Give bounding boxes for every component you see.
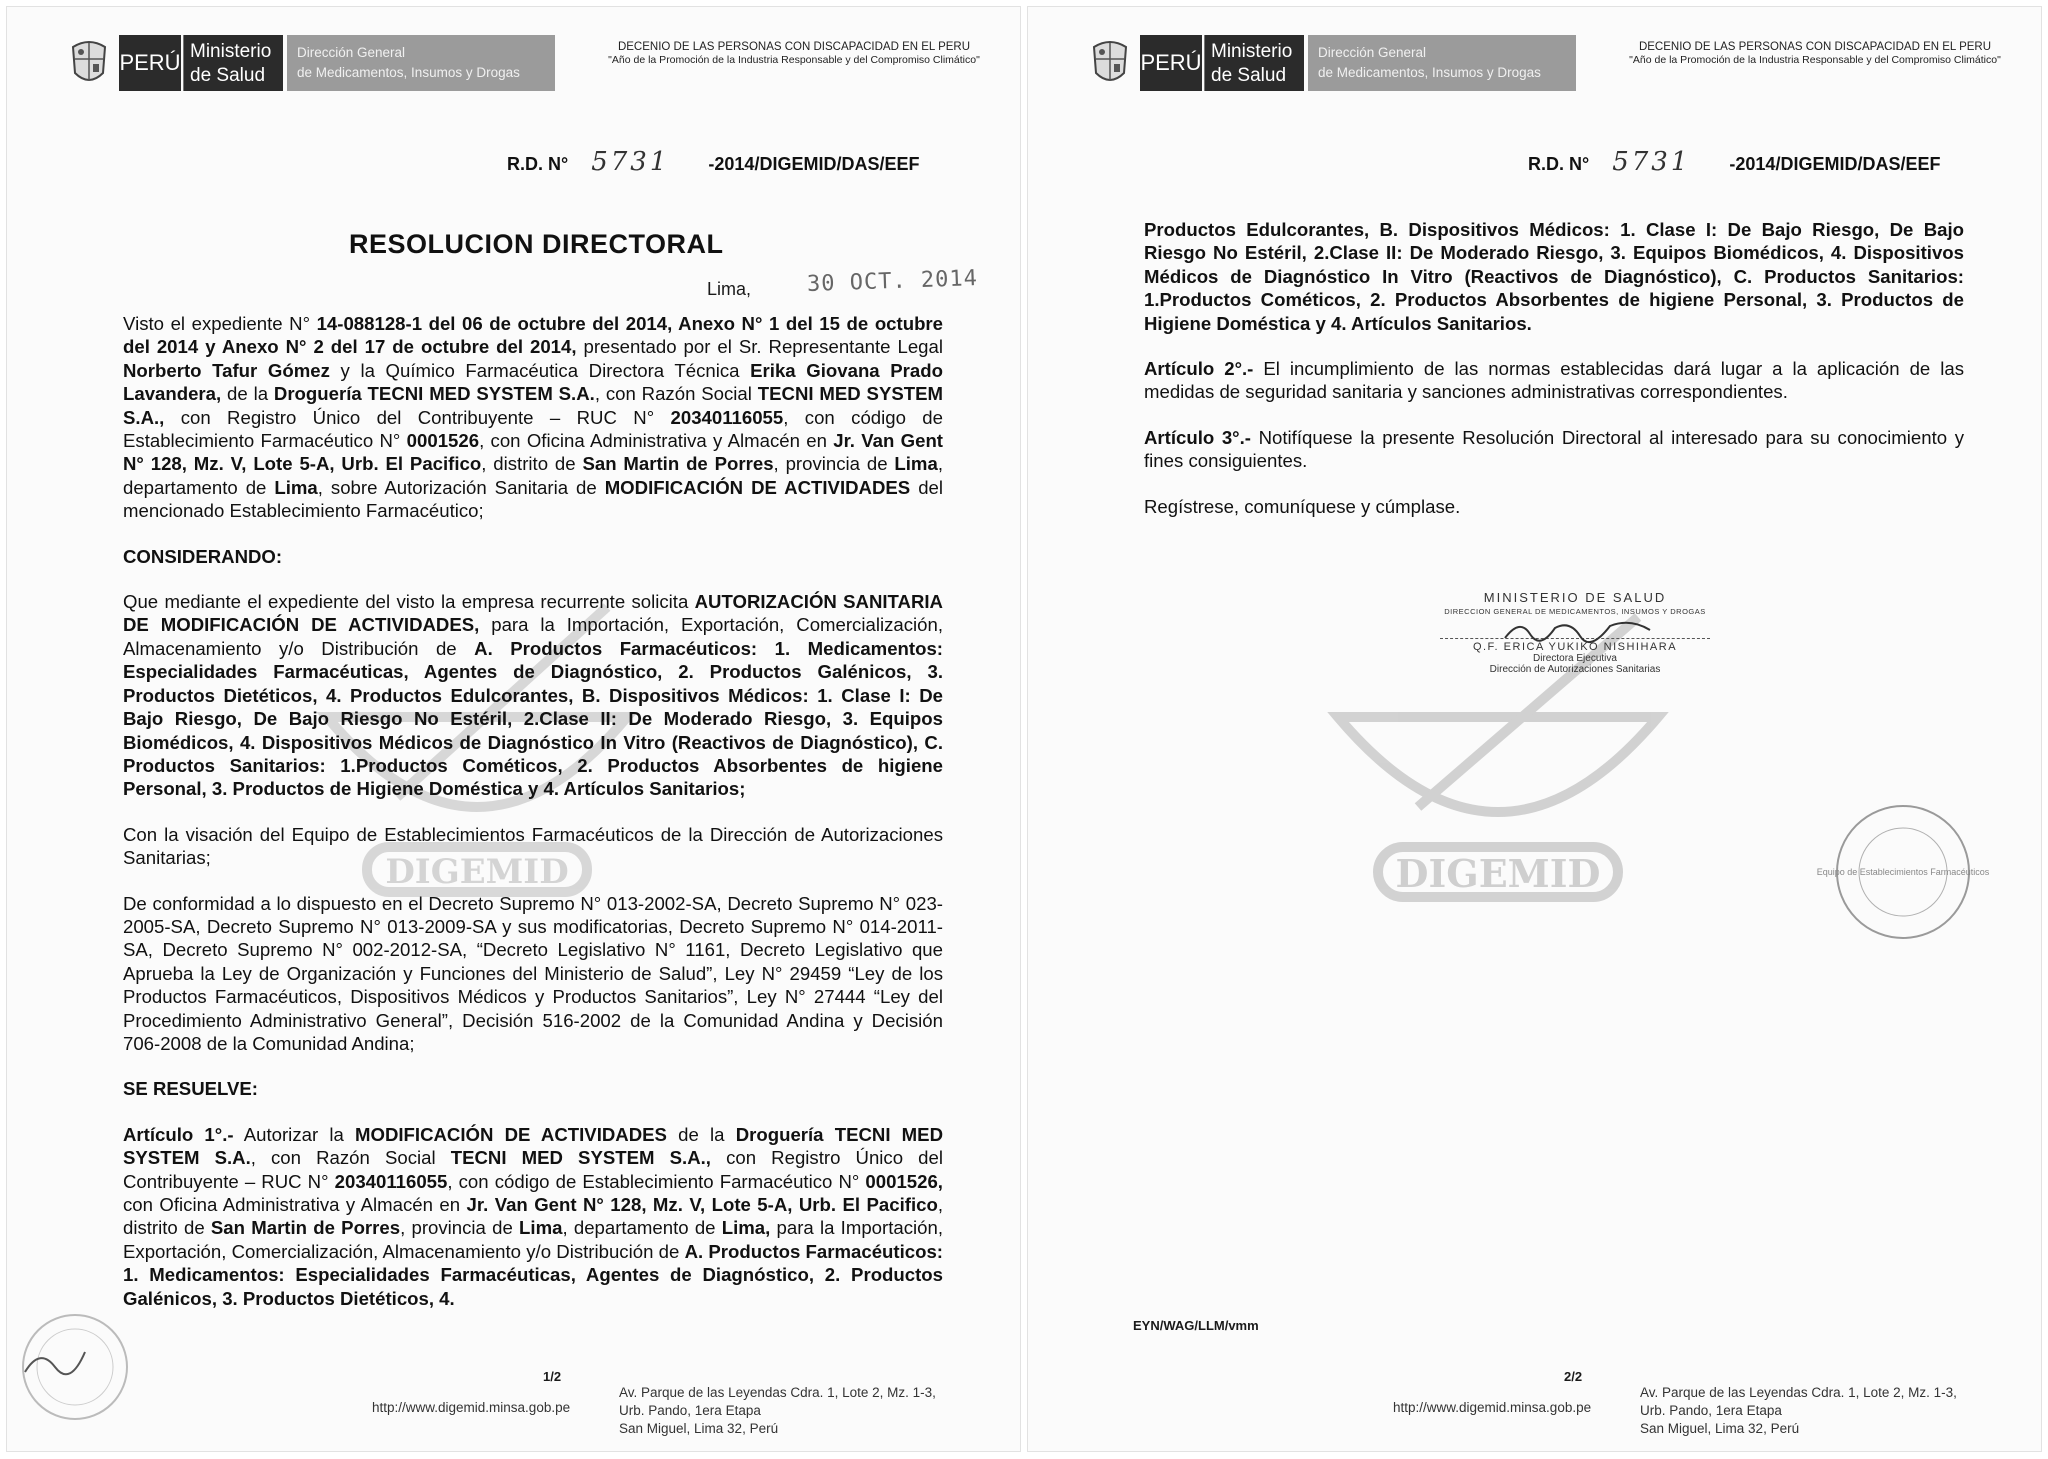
round-seal-icon	[15, 1307, 135, 1427]
signature-office: Dirección de Autorizaciones Sanitarias	[1489, 664, 1661, 675]
digemid-watermark-text: DIGEMID	[385, 852, 569, 892]
visto-text: del mencionado Establecimiento Farmacéutico;	[123, 476, 944, 522]
articulo-text: de la	[666, 1123, 736, 1145]
visto-bold: San Martin de Porres	[582, 453, 774, 475]
ministry-label	[1204, 35, 1304, 91]
articulo-1-paragraph	[123, 1123, 943, 1310]
rd-number	[1528, 147, 1940, 177]
visto-bold: Lima	[894, 453, 938, 475]
team-round-stamp	[1816, 797, 1990, 947]
digemid-watermark-text: DIGEMID	[1395, 851, 1601, 896]
visto-paragraph	[123, 312, 943, 523]
decenio-text	[579, 41, 1009, 67]
articulo-text: , con Razón Social	[250, 1147, 451, 1169]
footer-address-line-1: Av. Parque de las Leyendas Cdra. 1, Lote 2, Mz. 1-3,	[1640, 1385, 1957, 1400]
visto-bold: Jr. Van Gent N° 128, Mz. V, Lote 5-A, Urb. El Pacifico	[123, 430, 944, 475]
visto-bold: Droguería TECNI MED SYSTEM S.A.	[273, 383, 595, 405]
ministry-label	[183, 35, 283, 91]
place-label: Lima,	[707, 279, 752, 299]
visto-text: , distrito de	[481, 453, 583, 475]
footer-address-line-3: San Miguel, Lima 32, Perú	[619, 1421, 779, 1436]
footer-address	[619, 1384, 936, 1438]
decenio-line-2: "Año de la Promoción de la Industria Responsable y del Compromiso Climático"	[1629, 54, 2001, 66]
footer-address-line-3: San Miguel, Lima 32, Perú	[1640, 1421, 1800, 1436]
considerando-text: Que mediante el expediente del visto la empresa recurrente solicita	[123, 591, 695, 613]
visto-bold: 20340116055	[670, 406, 784, 428]
rd-prefix: R.D. N°	[1528, 154, 1590, 174]
date-stamp: 30 OCT. 2014	[806, 266, 979, 297]
signature-ministry: MINISTERIO DE SALUD	[1483, 590, 1667, 605]
articulo-bold: Droguería TECNI MED SYSTEM S.A.	[123, 1123, 944, 1169]
footer-address-line-1: Av. Parque de las Leyendas Cdra. 1, Lote 2, Mz. 1-3,	[619, 1385, 936, 1400]
articulo-3-label: Artículo 3°.-	[1144, 426, 1251, 448]
peru-coat-of-arms-icon	[1088, 37, 1132, 89]
visto-bold: TECNI MED SYSTEM S.A.,	[123, 383, 944, 428]
letterhead	[1088, 33, 2001, 93]
articulo-bold: 0001526,	[865, 1170, 943, 1192]
visto-text: , sobre Autorización Sanitaria de	[317, 476, 605, 498]
direction-label	[1308, 35, 1576, 91]
articulo-bold: San Martin de Porres	[210, 1217, 401, 1239]
visto-bold: 14-088128-1 del 06 de octubre del 2014, Anexo N° 1 del 15 de octubre del 2014 y Anexo N° 2 del 17 de octubre del 2014,	[123, 313, 944, 358]
ministry-line-1: Ministerio	[190, 41, 272, 62]
footer-url[interactable]: http://www.digemid.minsa.gob.pe	[372, 1400, 571, 1415]
articulo-1-label: Artículo 1°.-	[123, 1123, 234, 1145]
stamp-text: Equipo de Establecimientos Farmacéuticos	[1816, 867, 1990, 877]
ministry-line-1: Ministerio	[1211, 41, 1293, 62]
articulo-text: , provincia de	[400, 1217, 520, 1239]
articulo-text: con Registro Único del Contribuyente – RUC N°	[123, 1147, 943, 1192]
signature-name: Q.F. ERICA YUKIKO NISHIHARA	[1440, 638, 1710, 653]
decenio-text	[1600, 41, 2030, 67]
visto-bold: MODIFICACIÓN DE ACTIVIDADES	[604, 476, 911, 498]
visto-bold: Erika Giovana Prado Lavandera,	[123, 359, 943, 405]
articulo-text: Autorizar la	[233, 1123, 355, 1145]
peru-coat-of-arms-icon	[67, 37, 111, 89]
ministry-line-2: de Salud	[190, 65, 266, 86]
articulo-1-continuation: Productos Edulcorantes, B. Dispositivos Médicos: 1. Clase I: De Bajo Riesgo, De Bajo Riesgo No Estéril, 2.Clase II: De Moderado Riesgo, 3. Equipos Biomédicos, 4. Dispositivos Médicos de Diagnóstico In Vitro (Reactivos de Diagnóstico), C. Productos Sanitarios: 1.Productos Cométicos, 2. Productos Absorbentes de higiene Personal, 3. Productos de Higiene Doméstica y 4. Artículos Sanitarios.	[1144, 219, 1964, 334]
footer-address-line-2: Urb. Pando, 1era Etapa	[619, 1403, 761, 1418]
visto-text: presentado por el Sr. Representante Legal	[576, 336, 943, 358]
articulo-text: , con código de Establecimiento Farmacéutico N°	[447, 1170, 866, 1192]
visto-text: con Registro Único del Contribuyente – RUC N°	[164, 406, 671, 428]
visto-text: , provincia de	[773, 453, 895, 475]
articulo-bold: MODIFICACIÓN DE ACTIVIDADES	[355, 1123, 667, 1145]
country-label: PERÚ	[119, 35, 181, 91]
articulo-2-text: El incumplimiento de las normas establecidas dará lugar a la aplicación de las medidas de seguridad sanitaria y sanciones administrativas correspondientes.	[1144, 358, 1965, 403]
articulo-bold: 20340116055	[334, 1170, 448, 1192]
articulo-text: , distrito de	[123, 1194, 943, 1239]
signature-block	[1440, 590, 1710, 675]
visto-bold: Norberto Tafur Gómez	[123, 359, 330, 381]
visto-text: , departamento de	[123, 453, 943, 498]
visto-bold: Lima	[274, 476, 318, 498]
considerando-heading: CONSIDERANDO:	[123, 545, 283, 567]
ministry-line-2: de Salud	[1211, 65, 1287, 86]
considerando-paragraph-2: Con la visación del Equipo de Establecimientos Farmacéuticos de la Dirección de Autorizaciones Sanitarias;	[123, 823, 943, 869]
page-number: 2/2	[1564, 1369, 1583, 1384]
considerando-paragraph-3: De conformidad a lo dispuesto en el Decreto Supremo N° 013-2002-SA, Decreto Supremo N° 023-2005-SA, Decreto Supremo N° 013-2009-SA y sus modificatorias, Decreto Supremo N° 014-2011-SA, Decreto Supremo N° 002-2012-SA, “Decreto Legislativo N° 1161, Decreto Legislativo que Aprueba la Ley de Organización y Funciones del Ministerio de Salud”, Ley N° 29459 “Ley de los Productos Farmacéuticos, Dispositivos Médicos y Productos Sanitarios”, Ley N° 27444 “Ley del Procedimiento Administrativo General”, Decisión 516-2002 de la Comunidad Andina y Decisión 706-2008 de la Comunidad Andina;	[123, 892, 943, 1054]
visto-text: , con Oficina Administrativa y Almacén en	[479, 430, 834, 452]
rd-number	[507, 147, 919, 177]
considerando-bold: AUTORIZACIÓN SANITARIA DE MODIFICACIÓN DE ACTIVIDADES,	[123, 591, 943, 636]
handwritten-signature-icon	[1500, 616, 1660, 646]
decenio-line-2: "Año de la Promoción de la Industria Responsable y del Compromiso Climático"	[608, 54, 980, 66]
typist-initials: EYN/WAG/LLM/vmm	[1133, 1318, 1259, 1333]
visto-text: , con Razón Social	[594, 383, 758, 405]
articulo-bold: TECNI MED SYSTEM S.A.,	[450, 1147, 711, 1169]
visto-text: y la Químico Farmacéutica Directora Técnica	[329, 359, 751, 381]
country-label: PERÚ	[1140, 35, 1202, 91]
articulo-bold: Jr. Van Gent N° 128, Mz. V, Lote 5-A, Urb. El Pacifico	[466, 1194, 938, 1215]
page-2-body	[1144, 218, 1964, 540]
articulo-2-paragraph	[1144, 357, 1964, 404]
considerando-paragraph-1	[123, 590, 943, 801]
considerando-bold: A. Productos Farmacéuticos: 1. Medicamentos: Especialidades Farmacéuticas, Agentes de Diagnóstico, 2. Productos Galénicos, 3. Productos Dietéticos, 4. Productos Edulcorantes, B. Dispositivos Médicos: 1. Clase I: De Bajo Riesgo, De Bajo Riesgo No Estéril, 2.Clase II: De Moderado Riesgo, 3. Equipos Biomédicos, 4. Dispositivos Médicos de Diagnóstico In Vitro (Reactivos de Diagnóstico), C. Productos Sanitarios: 1.Productos Cométicos, 2. Productos Absorbentes de higiene Personal, 3. Productos de Higiene Doméstica y 4. Artículos Sanitarios;	[123, 637, 943, 800]
visto-text: , con código de Establecimiento Farmacéutico N°	[123, 406, 943, 452]
direction-line-2: de Medicamentos, Insumos y Drogas	[297, 65, 520, 80]
articulo-2-label: Artículo 2°.-	[1144, 358, 1254, 380]
articulo-bold: Lima	[519, 1217, 563, 1239]
page-title: RESOLUCION DIRECTORAL	[349, 229, 724, 259]
considerando-text: para la Importación, Exportación, Comercialización, Almacenamiento y/o Distribución de	[123, 614, 943, 659]
closing-line: Regístrese, comuníquese y cúmplase.	[1144, 495, 1461, 517]
footer-address	[1640, 1384, 1957, 1438]
articulo-3-paragraph	[1144, 426, 1964, 473]
articulo-text: con Oficina Administrativa y Almacén en	[123, 1194, 467, 1215]
letterhead	[67, 33, 980, 93]
visto-text: Visto el expediente N°	[123, 313, 317, 334]
rd-handwritten-number: 5731	[1612, 147, 1691, 177]
articulo-3-text: Notifíquese la presente Resolución Directoral al interesado para su conocimiento y fines consiguientes.	[1144, 426, 1964, 472]
articulo-bold: Lima,	[721, 1217, 771, 1239]
signature-role: Directora Ejecutiva	[1533, 653, 1617, 664]
direction-line-1: Dirección General	[1318, 45, 1427, 60]
decenio-line-1: DECENIO DE LAS PERSONAS CON DISCAPACIDAD EN EL PERU	[617, 41, 971, 53]
direction-label	[287, 35, 555, 91]
articulo-text: , departamento de	[562, 1217, 722, 1239]
resuelve-heading: SE RESUELVE:	[123, 1078, 259, 1100]
rd-suffix: -2014/DIGEMID/DAS/EEF	[1729, 154, 1941, 174]
rd-prefix: R.D. N°	[507, 154, 569, 174]
footer-address-line-2: Urb. Pando, 1era Etapa	[1640, 1403, 1782, 1418]
direction-line-1: Dirección General	[297, 45, 406, 60]
visto-bold: 0001526	[406, 430, 480, 452]
rd-suffix: -2014/DIGEMID/DAS/EEF	[708, 154, 920, 174]
decenio-line-1: DECENIO DE LAS PERSONAS CON DISCAPACIDAD EN EL PERU	[1638, 41, 1992, 53]
page-1-body	[123, 312, 943, 1332]
articulo-text: para la Importación, Exportación, Comercialización, Almacenamiento y/o Distribución de	[123, 1217, 943, 1262]
visto-text: de la	[221, 383, 274, 405]
page-number: 1/2	[543, 1369, 562, 1384]
footer-url[interactable]: http://www.digemid.minsa.gob.pe	[1393, 1400, 1592, 1415]
articulo-bold: A. Productos Farmacéuticos: 1. Medicamentos: Especialidades Farmacéuticas, Agentes de Diagnóstico, 2. Productos Galénicos, 3. Productos Dietéticos, 4.	[123, 1240, 943, 1309]
signature-direction: DIRECCION GENERAL DE MEDICAMENTOS, INSUMOS Y DROGAS	[1444, 607, 1706, 616]
direction-line-2: de Medicamentos, Insumos y Drogas	[1318, 65, 1541, 80]
rd-handwritten-number: 5731	[591, 147, 670, 177]
